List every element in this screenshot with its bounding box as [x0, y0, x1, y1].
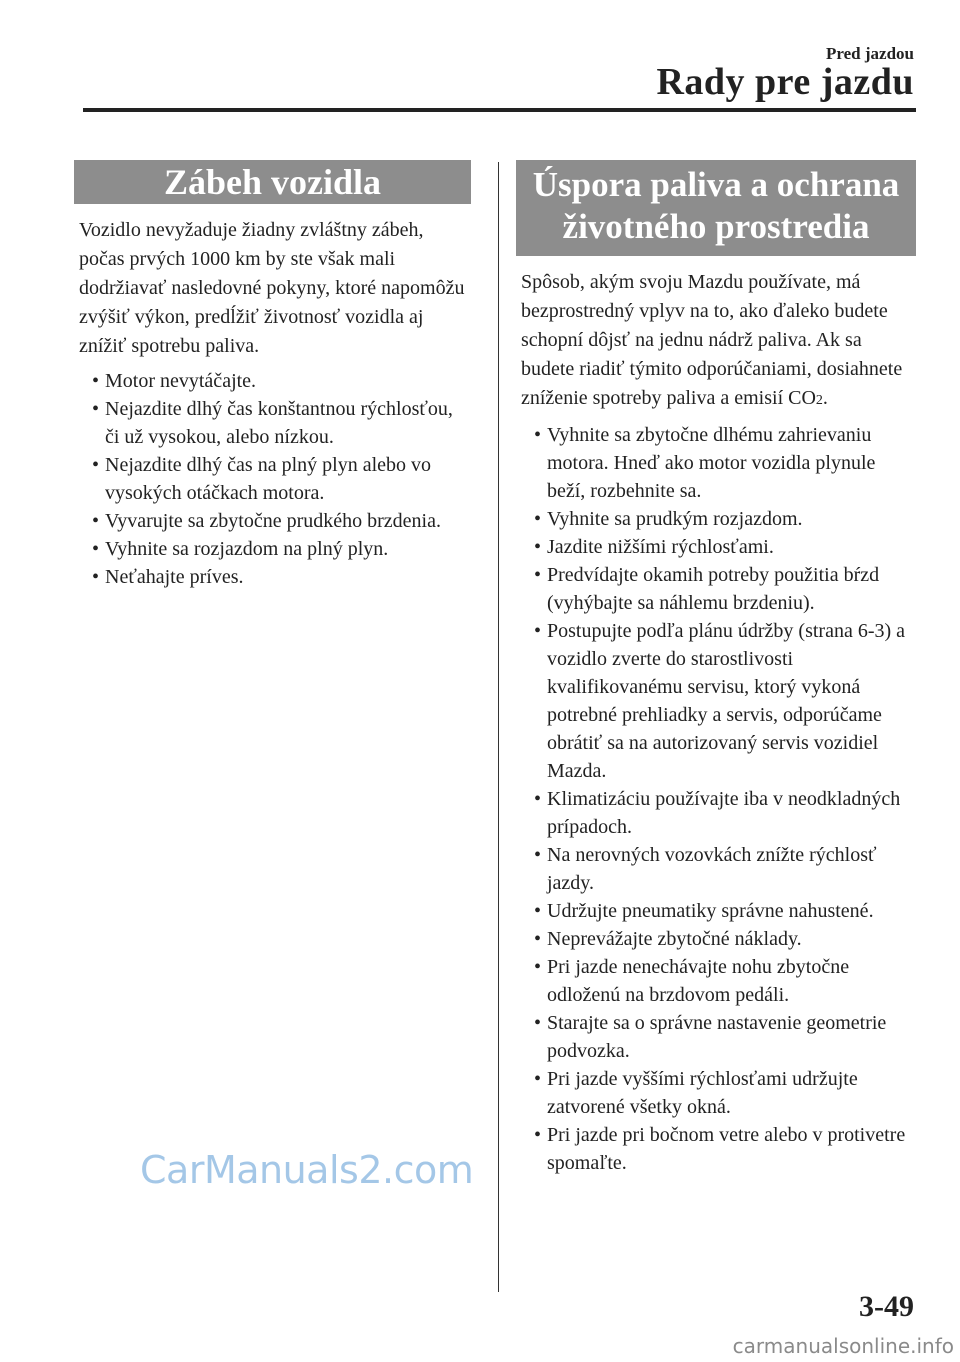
bullet-icon: • — [534, 564, 542, 586]
list-item — [516, 617, 916, 785]
bullet-icon: • — [534, 536, 542, 558]
header-rule — [83, 108, 916, 112]
list-item-text: Vyhnite sa rozjazdom na plný plyn. — [105, 538, 389, 560]
list-item — [74, 451, 471, 507]
list-item-text: Pri jazde vyššími rýchlosťami udržujte zatvorené všetky okná. — [547, 1068, 858, 1118]
list-item-text: Motor nevytáčajte. — [105, 370, 257, 392]
list-item-text: Starajte sa o správne nastavenie geometrie podvozka. — [547, 1012, 887, 1062]
bullet-icon: • — [534, 1012, 542, 1034]
list-item-text: Pri jazde pri bočnom vetre alebo v protivetre spomaľte. — [547, 1124, 906, 1174]
list-item — [516, 1121, 916, 1177]
list-item — [516, 925, 916, 953]
list-item — [74, 507, 471, 535]
list-item — [516, 421, 916, 505]
fuel-economy-list — [516, 421, 916, 1177]
list-item-text: Jazdite nižšími rýchlosťami. — [547, 536, 774, 558]
list-item-text: Postupujte podľa plánu údržby (strana 6-3) a vozidlo zverte do starostlivosti kvalifikovanému servisu, ktorý vykoná potrebné prehliadky a servis, odporúčame obrátiť sa na autorizovaný servis vozidiel Mazda. — [547, 620, 906, 782]
heading-line-2: životného prostredia — [562, 207, 870, 246]
list-item-text: Na nerovných vozovkách znížte rýchlosť jazdy. — [547, 844, 877, 894]
break-in-intro: Vozidlo nevyžaduje žiadny zvláštny zábeh, počas prvých 1000 km by ste však mali dodržiavať nasledovné pokyny, ktoré napomôžu zvýšiť výkon, predĺžiť životnosť vozidla aj znížiť spotrebu paliva. — [79, 219, 465, 357]
bullet-icon: • — [534, 844, 542, 866]
list-item-text: Nejazdite dlhý čas na plný plyn alebo vo vysokých otáčkach motora. — [105, 454, 432, 504]
section-heading-break-in: Zábeh vozidla — [74, 160, 471, 204]
bullet-icon: • — [534, 620, 542, 642]
list-item — [516, 561, 916, 617]
list-item-text: Vyvarujte sa zbytočne prudkého brzdenia. — [105, 510, 441, 532]
list-item-text: Vyhnite sa prudkým rozjazdom. — [547, 508, 803, 530]
intro-end: . — [822, 387, 828, 409]
list-item — [74, 563, 471, 591]
bullet-icon: • — [534, 956, 542, 978]
page-number: 3-49 — [859, 1290, 914, 1323]
list-item-text: Udržujte pneumatiky správne nahustené. — [547, 900, 874, 922]
break-in-list — [74, 367, 471, 591]
bullet-icon: • — [92, 566, 100, 588]
footer-site-link[interactable]: carmanualsonline.info — [732, 1334, 954, 1358]
list-item — [516, 785, 916, 841]
bullet-icon: • — [92, 454, 100, 476]
list-item — [74, 367, 471, 395]
section-label: Pred jazdou — [826, 44, 914, 63]
bullet-icon: • — [92, 370, 100, 392]
bullet-icon: • — [534, 900, 542, 922]
bullet-icon: • — [534, 1124, 542, 1146]
list-item — [516, 1009, 916, 1065]
list-item-text: Nejazdite dlhý čas konštantnou rýchlosťou, či už vysokou, alebo nízkou. — [105, 398, 453, 448]
column-divider — [498, 162, 499, 1292]
list-item — [74, 535, 471, 563]
list-item — [516, 953, 916, 1009]
list-item — [516, 841, 916, 897]
bullet-icon: • — [534, 508, 542, 530]
bullet-icon: • — [92, 398, 100, 420]
list-item-text: Vyhnite sa zbytočne dlhému zahrievaniu motora. Hneď ako motor vozidla plynule beží, rozbehnite sa. — [547, 424, 876, 502]
list-item — [74, 395, 471, 451]
intro-text: Spôsob, akým svoju Mazdu používate, má bezprostredný vplyv na to, ako ďaleko budete schopní dôjsť na jednu nádrž paliva. Ak sa budete riadiť týmito odporúčaniami, dosiahnete zníženie spotreby paliva a emisií CO — [521, 271, 903, 409]
list-item-text: Neprevážajte zbytočné náklady. — [547, 928, 802, 950]
list-item — [516, 1065, 916, 1121]
list-item — [516, 897, 916, 925]
watermark-logo: CarManuals2.com — [140, 1148, 474, 1192]
bullet-icon: • — [534, 424, 542, 446]
list-item-text: Klimatizáciu používajte iba v neodkladných prípadoch. — [547, 788, 901, 838]
heading-line-1: Úspora paliva a ochrana — [532, 165, 900, 204]
right-column — [516, 160, 916, 1177]
left-column — [74, 160, 471, 591]
chapter-title: Rady pre jazdu — [656, 61, 914, 103]
list-item-text: Neťahajte príves. — [105, 566, 244, 588]
list-item — [516, 505, 916, 533]
list-item-text: Pri jazde nenechávajte nohu zbytočne odloženú na brzdovom pedáli. — [547, 956, 850, 1006]
section-heading-fuel-economy — [516, 160, 916, 256]
bullet-icon: • — [92, 510, 100, 532]
co2-subscript: 2 — [815, 393, 823, 408]
list-item — [516, 533, 916, 561]
list-item-text: Predvídajte okamih potreby použitia bŕzd (vyhýbajte sa náhlemu brzdeniu). — [547, 564, 880, 614]
fuel-economy-intro — [521, 268, 916, 415]
bullet-icon: • — [534, 928, 542, 950]
bullet-icon: • — [92, 538, 100, 560]
bullet-icon: • — [534, 1068, 542, 1090]
bullet-icon: • — [534, 788, 542, 810]
